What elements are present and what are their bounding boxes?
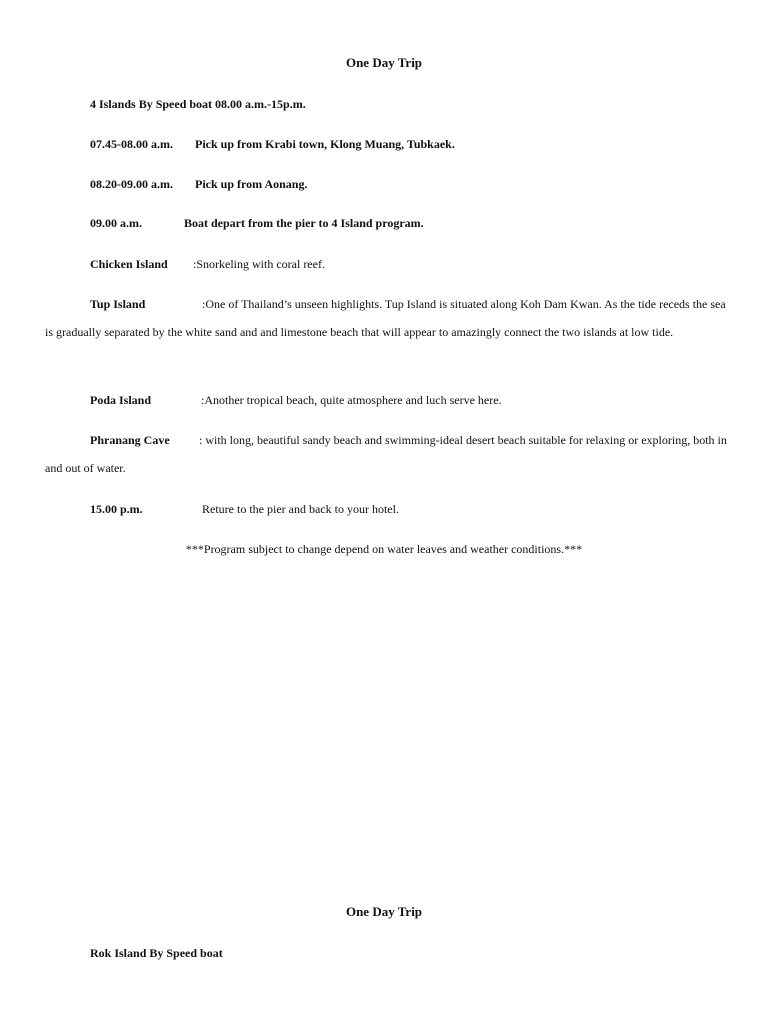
island-name: Tup Island <box>90 297 146 311</box>
return-time: 15.00 p.m. <box>90 502 143 516</box>
island-paragraph <box>45 426 730 482</box>
island-description: :Another tropical beach, quite atmosphere and luch serve here. <box>201 393 502 407</box>
island-description: :Snorkeling with coral reef. <box>193 257 325 271</box>
schedule-row <box>90 215 424 231</box>
program-title: Rok Island By Speed boat <box>90 946 223 960</box>
island-name: Chicken Island <box>90 257 168 271</box>
schedule-time: 08.20-09.00 a.m. <box>90 177 173 191</box>
island-row <box>90 256 325 272</box>
island-name: Phranang Cave <box>90 433 170 447</box>
island-paragraph <box>45 290 730 346</box>
program-title: 4 Islands By Speed boat 08.00 a.m.-15p.m. <box>90 97 306 111</box>
schedule-row <box>90 176 307 192</box>
program-note: ***Program subject to change depend on water leaves and weather conditions.*** <box>185 542 583 556</box>
page-title: One Day Trip <box>345 55 423 70</box>
island-description: : with long, beautiful sandy beach and swimming-ideal desert beach suitable for relaxing or exploring, both in and out of water. <box>45 433 727 475</box>
return-text: Reture to the pier and back to your hotel. <box>202 502 399 516</box>
return-row <box>90 501 399 517</box>
schedule-row <box>90 136 455 152</box>
schedule-text: Pick up from Aonang. <box>195 177 308 191</box>
schedule-text: Boat depart from the pier to 4 Island program. <box>184 216 424 230</box>
island-row <box>90 392 502 408</box>
schedule-time: 09.00 a.m. <box>90 216 142 230</box>
page-title: One Day Trip <box>345 904 423 919</box>
island-description: :One of Thailand’s unseen highlights. Tup Island is situated along Koh Dam Kwan. As the tide receds the sea is gradually separated by the white sand and and limestone beach that will appear to amazingly connect the two islands at low tide. <box>45 297 726 339</box>
schedule-time: 07.45-08.00 a.m. <box>90 137 173 151</box>
schedule-text: Pick up from Krabi town, Klong Muang, Tubkaek. <box>195 137 455 151</box>
island-name: Poda Island <box>90 393 152 407</box>
